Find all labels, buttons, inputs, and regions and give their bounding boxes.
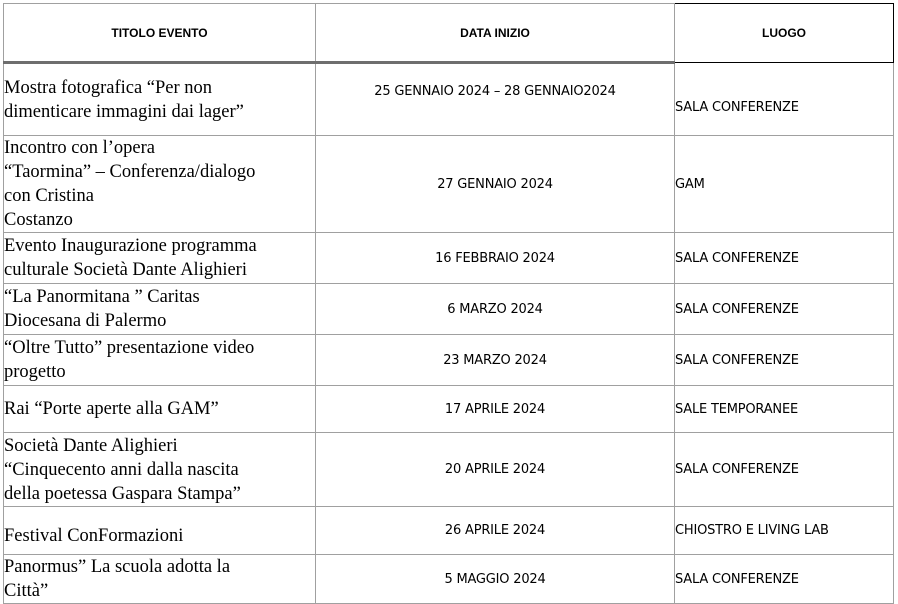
event-date: 6 MARZO 2024 [316,284,675,335]
event-title: Festival ConFormazioni [4,507,316,555]
event-title: Rai “Porte aperte alla GAM” [4,386,316,433]
event-place: GAM [675,136,894,233]
event-title: Mostra fotografica “Per non dimenticare immagini dai lager” [4,63,316,136]
event-title: “Oltre Tutto” presentazione video progetto [4,335,316,386]
header-row [4,4,894,63]
event-place: SALA CONFERENZE [675,233,894,284]
event-date: 20 APRILE 2024 [316,433,675,507]
table-row [4,507,894,555]
event-title: Panormus” La scuola adotta la Città” [4,555,316,604]
event-place: SALE TEMPORANEE [675,386,894,433]
events-table [3,3,894,604]
table-row [4,63,894,136]
event-place: CHIOSTRO E LIVING LAB [675,507,894,555]
event-title: Evento Inaugurazione programma culturale Società Dante Alighieri [4,233,316,284]
event-place: SALA CONFERENZE [675,63,894,136]
event-date: 27 GENNAIO 2024 [316,136,675,233]
event-title: Incontro con l’opera “Taormina” – Conferenza/dialogo con Cristina Costanzo [4,136,316,233]
table-row [4,233,894,284]
event-place: SALA CONFERENZE [675,555,894,604]
table-row [4,433,894,507]
table-row [4,284,894,335]
table-row [4,555,894,604]
event-place: SALA CONFERENZE [675,284,894,335]
table-row [4,136,894,233]
header-luogo: LUOGO [675,4,894,63]
event-date: 5 MAGGIO 2024 [316,555,675,604]
event-date: 23 MARZO 2024 [316,335,675,386]
event-date: 25 GENNAIO 2024 – 28 GENNAIO2024 [316,63,675,136]
table-row [4,335,894,386]
event-title: “La Panormitana ” Caritas Diocesana di Palermo [4,284,316,335]
event-place: SALA CONFERENZE [675,335,894,386]
event-date: 17 APRILE 2024 [316,386,675,433]
table-row [4,386,894,433]
event-date: 26 APRILE 2024 [316,507,675,555]
header-titolo-evento: TITOLO EVENTO [4,4,316,63]
event-title: Società Dante Alighieri “Cinquecento anni dalla nascita della poetessa Gaspara Stampa” [4,433,316,507]
header-data-inizio: DATA INIZIO [316,4,675,63]
event-date: 16 FEBBRAIO 2024 [316,233,675,284]
event-place: SALA CONFERENZE [675,433,894,507]
